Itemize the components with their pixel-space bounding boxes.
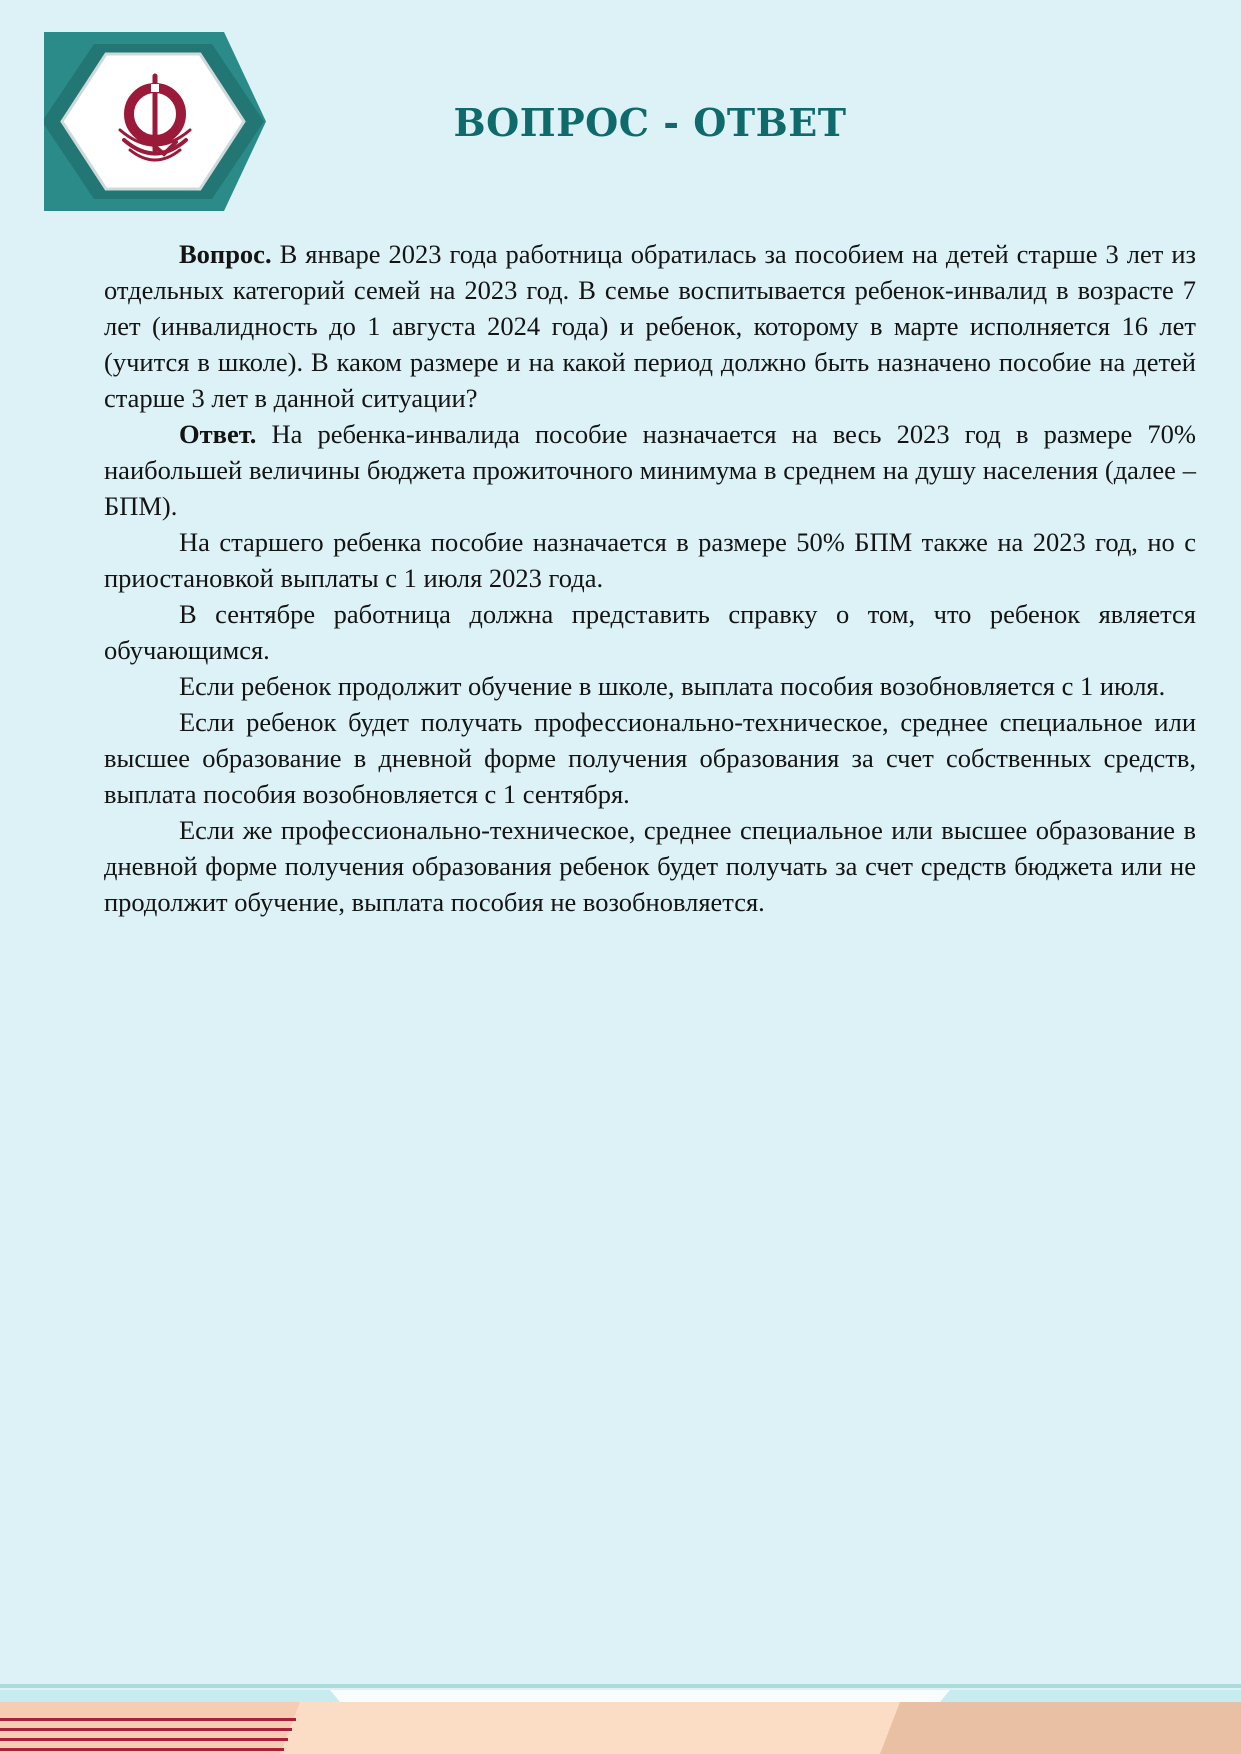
paragraph: Если же профессионально-техническое, среднее специальное или высшее образование в дневной форме получения образования ребенок будет получать за счет средств бюджета или не продолжит обучение, выплата пособия не возобновляется.: [104, 815, 1196, 917]
paragraph: На старшего ребенка пособие назначается в размере 50% БПМ также на 2023 год, но с приостановкой выплаты с 1 июля 2023 года.: [104, 527, 1196, 593]
question-paragraph: [104, 236, 1196, 416]
paragraph: Если ребенок будет получать профессионально-техническое, среднее специальное или высшее образование в дневной форме получения образования за счет собственных средств, выплата пособия возобновляется с 1 сентября.: [104, 707, 1196, 809]
paragraph: В сентябре работница должна представить справку о том, что ребенок является обучающимся.: [104, 599, 1196, 665]
question-text: В январе 2023 года работница обратилась за пособием на детей старше 3 лет из отдельных категорий семей на 2023 год. В семье воспитывается ребенок-инвалид в возрасте 7 лет (инвалидность до 1 августа 2024 года) и ребенок, которому в марте исполняется 16 лет (учится в школе). В каком размере и на какой период должно быть назначено пособие на детей старше 3 лет в данной ситуации?: [104, 239, 1196, 413]
question-lead: Вопрос.: [179, 239, 272, 269]
paragraph: Если ребенок продолжит обучение в школе, выплата пособия возобновляется с 1 июля.: [179, 671, 1166, 701]
document-body: [104, 236, 1196, 920]
emblem-logo-icon: [44, 32, 266, 211]
answer-paragraph: [104, 416, 1196, 524]
answer-text: На ребенка-инвалида пособие назначается на весь 2023 год в размере 70% наибольшей величины бюджета прожиточного минимума в среднем на душу населения (далее – БПМ).: [104, 419, 1196, 521]
answer-lead: Ответ.: [179, 419, 257, 449]
footer-decoration: [0, 1684, 1241, 1754]
page-title: ВОПРОС - ОТВЕТ: [453, 100, 847, 145]
